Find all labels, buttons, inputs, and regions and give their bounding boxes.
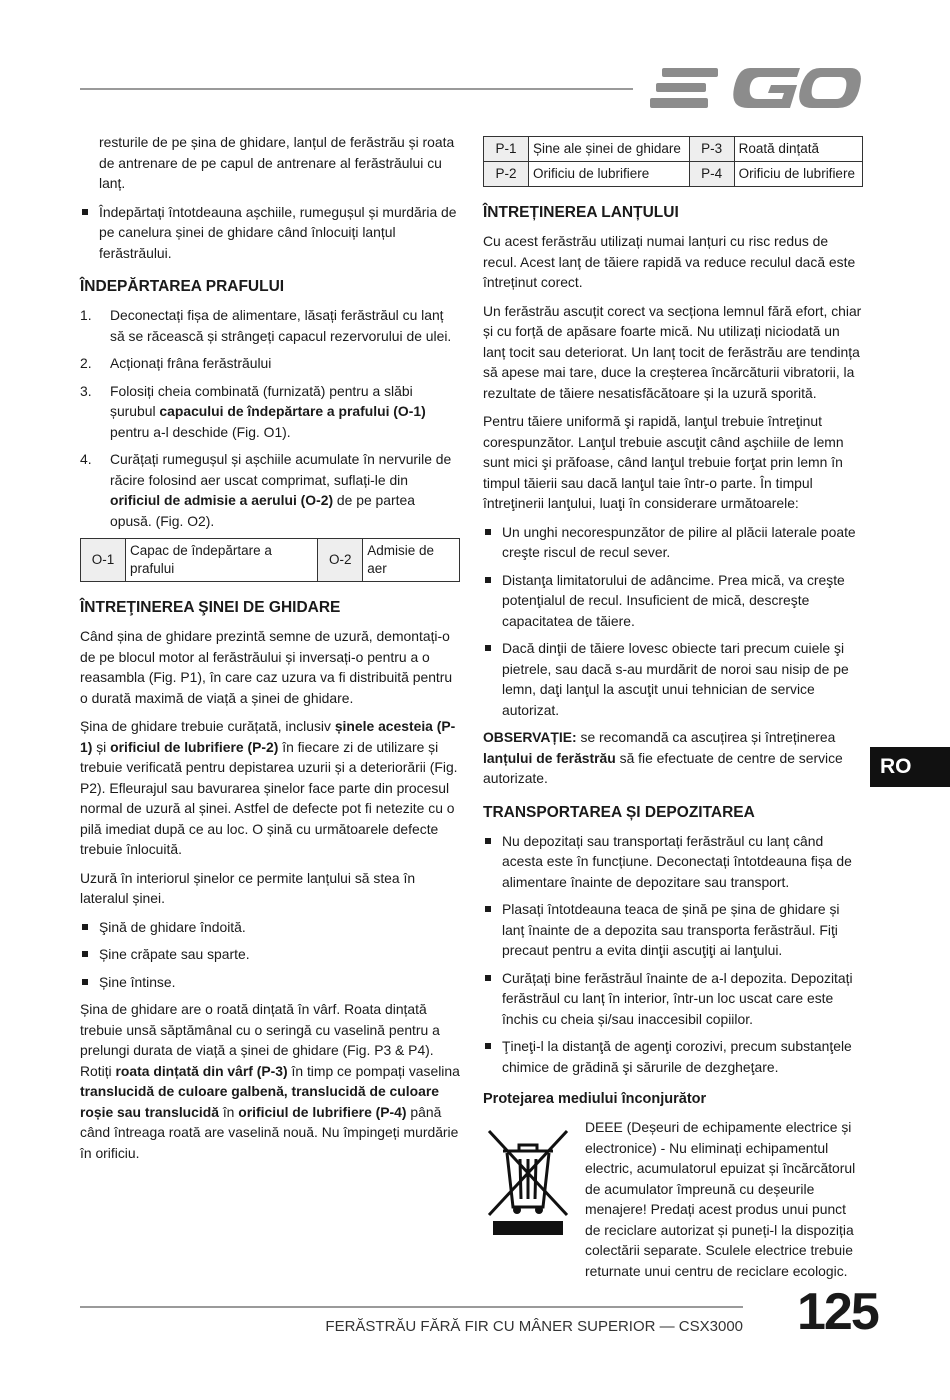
step-text: Folosiți cheia combinată (furnizată) pentru a slăbi șurubul <box>110 382 413 419</box>
language-tab: RO <box>870 747 950 787</box>
header-rule <box>80 88 633 90</box>
text-run: și <box>92 738 111 755</box>
text-run: în <box>218 1103 239 1120</box>
step-number: 3. <box>80 382 92 399</box>
paragraph: Un ferăstrău ascuțit corect va secționa lemnul fără efort, chiar și cu forță de apăsare foarte mică. Nu utilizați niciodată un lanț tocit sau deteriorat. Un lanț tocit de ferăstrău are tendința să apese mai tare, duce la creșterea încărcăturii vibratorii, la rezultate de tăiere nesatisfăcătoare și la uzură sporită. <box>483 302 862 401</box>
step-bold: orificiul de admisie a aerului (O-2) <box>110 492 334 508</box>
crossed-bin-icon <box>483 1117 577 1281</box>
table-cell: P-3 <box>689 137 734 162</box>
table-cell: Capac de îndepărtare a prafului <box>126 539 318 582</box>
bullet-item: Curățați bine ferăstrăul înainte de a-l depozita. Depozitați ferăstrăul cu lanț în interior, într-un loc uscat care este închis cu cheia și/sau inaccesibil copiilor. <box>483 968 863 1030</box>
bar-defects-list <box>80 917 460 993</box>
footer-rule <box>80 1306 743 1308</box>
paragraph: Când șina de ghidare prezintă semne de uzură, demontați-o de pe blocul motor al ferăstrăului și inversați-o pentru a o reasambla (Fig. P1), în care caz uzura va fi distribuită pentru o durată maximă de viață a șinei de ghidare. <box>80 628 453 706</box>
bullet-item: Şină de ghidare îndoită. <box>80 917 460 938</box>
heading-transport-storage: TRANSPORTAREA ȘI DEPOZITAREA <box>483 803 755 821</box>
table-row <box>484 162 863 187</box>
dust-parts-table <box>80 538 460 582</box>
weee-text: DEEE (Deșeuri de echipamente electrice și electronice) - Nu eliminați echipamentul electric, acumulatorul epuizat și încărcătorul de acumulator împreună cu deșeurile menajere! Predați acest produs unui punct de reciclare autorizat și puneți-l la dispoziția colectării separate. Sculele electrice trebuie returnate unui centru de reciclare ecologic. <box>585 1119 856 1279</box>
page-number: 125 <box>797 1283 878 1341</box>
intro-bullet-list <box>80 202 460 264</box>
bold-run: roata dințată din vârf (P-3) <box>115 1062 288 1079</box>
step-text: Deconectați fișa de alimentare, lăsați ferăstrăul cu lanț să se răcească și strângeți capacul rezervorului de ulei. <box>110 307 452 344</box>
bold-run: orificiul de lubrifiere (P-4) <box>238 1103 407 1120</box>
right-column <box>483 132 863 1281</box>
text-run: în fiecare zi de utilizare și trebuie verificată pentru depistarea uzurii și a deteriorării (Fig. P2). Efleurajul sau bavurarea șinelor face parte din procesul normal de uzură al șinei. Astfel de defecte pot fi netezite cu o pilă imediat după ce au loc. O șină cu următoarele defecte trebuie înlocuită. <box>80 738 458 857</box>
bullet-item: Un unghi necorespunzător de pilire al plăcii laterale poate creşte riscul de recul sever. <box>483 522 863 563</box>
paragraph <box>80 716 460 860</box>
step-item <box>80 381 460 443</box>
ego-logo <box>650 64 862 112</box>
bold-run: lanțului de ferăstrău <box>483 749 616 766</box>
table-cell: O-2 <box>318 539 363 582</box>
chain-considerations-list <box>483 522 863 721</box>
note-paragraph <box>483 727 863 789</box>
text-run: în timp ce pompați vaselina <box>287 1062 460 1079</box>
step-text: Acționați frâna ferăstrăului <box>110 355 272 371</box>
step-item <box>80 449 460 531</box>
bold-run: translucidă de culoare galbenă, translucidă de culoare roșie sau translucidă <box>80 1083 439 1120</box>
footer-title: FERĂSTRĂU FĂRĂ FIR CU MÂNER SUPERIOR — CSX3000 <box>325 1318 743 1335</box>
bullet-item: Plasați întotdeauna teaca de șină pe șina de ghidare și lanț înainte de a depozita sau transporta ferăstrăul. Fiţi precaut pentru a evita dinţii ascuţiţi ai lanţului. <box>483 899 863 961</box>
dust-steps <box>80 305 460 531</box>
text-run: să fie efectuate de centre de service autorizate. <box>483 749 843 786</box>
table-cell: P-2 <box>484 162 529 187</box>
paragraph: Cu acest ferăstrău utilizați numai lanțuri cu risc redus de recul. Acest lanț de tăiere rapidă va reduce reculul dacă este întreținut corect. <box>483 233 856 290</box>
bullet-item: Nu depozitați sau transportați ferăstrăul cu lanț când acesta este în funcțiune. Deconectați întotdeauna fișa de alimentare înainte de depozitare sau transport. <box>483 831 863 893</box>
paragraph: Uzură în interiorul șinelor ce permite lanțului să stea în lateralul șinei. <box>80 869 416 906</box>
guide-bar-parts-table <box>483 136 863 187</box>
step-bold: capacului de îndepărtare a prafului (O-1) <box>159 403 426 419</box>
paragraph: Pentru tăiere uniformă şi rapidă, lanţul trebuie întreţinut corespunzător. Lanţul trebuie ascuţit când aşchiile de lemn sunt mici şi prăfoase, când lanţul trebuie forţat prin lemn în timpul tăierii sau dacă lanţul taie într-o parte. În timpul întreţinerii lanţului, luaţi în considerare următoarele: <box>483 413 844 511</box>
step-number: 2. <box>80 355 92 371</box>
heading-chain-maintenance: ÎNTREȚINEREA LANȚULUI <box>483 204 679 221</box>
text-run: Șina de ghidare trebuie curățată, inclusiv <box>80 718 335 734</box>
bold-run: orificiul de lubrifiere (P-2) <box>110 738 279 755</box>
step-text: Curățați rumegușul și așchiile acumulate în nervurile de răcire folosind aer uscat comprimat, suflați-le din <box>110 451 452 488</box>
bullet-item: Șine crăpate sau sparte. <box>80 944 460 965</box>
step-item <box>80 305 460 346</box>
intro-continuation: resturile de pe șina de ghidare, lanțul de ferăstrău și roata de antrenare de pe capul de antrenare al ferăstrăului cu lanț. <box>99 134 455 191</box>
left-column <box>80 132 460 1171</box>
table-cell: O-1 <box>81 539 126 582</box>
table-cell: Roată dințată <box>734 137 862 162</box>
heading-dust-removal: ÎNDEPĂRTAREA PRAFULUI <box>80 278 285 295</box>
table-cell: Admisie de aer <box>363 539 460 582</box>
table-cell: Șine ale șinei de ghidare <box>529 137 690 162</box>
table-row <box>81 539 460 582</box>
heading-guide-bar: ÎNTREŢINEREA ŞINEI DE GHIDARE <box>80 599 341 616</box>
step-item <box>80 353 460 374</box>
bullet-item: Dacă dinţii de tăiere lovesc obiecte tari precum cuiele şi pietrele, sau dacă s-au murdărit de noroi sau nisip de pe lemn, daţi lanţul la ascuţit unui tehnician de service autorizat. <box>483 638 863 720</box>
transport-list <box>483 831 863 1078</box>
table-cell: Orificiu de lubrifiere <box>529 162 690 187</box>
table-cell: P-4 <box>689 162 734 187</box>
weee-block <box>483 1117 863 1281</box>
note-label: OBSERVAȚIE: <box>483 729 577 745</box>
text-run: până când întreaga roată are vaselină nouă. Nu împingeți murdărie în orificiu. <box>80 1103 459 1161</box>
paragraph <box>80 999 460 1163</box>
text-run: Șina de ghidare are o roată dințată în vârf. Roata dințată trebuie unsă săptămânal cu o seringă cu vaselină pentru a prelungi durata de viață a șinei de ghidare (Fig. P3 & P4). Rotiți <box>80 1001 440 1079</box>
bullet-item: Șine întinse. <box>80 972 460 993</box>
heading-environment: Protejarea mediului înconjurător <box>483 1091 707 1107</box>
bullet-item: Îndepărtați întotdeauna așchiile, rumegușul și murdăria de pe canelura șinei de ghidare când înlocuiți lanțul ferăstrăului. <box>80 202 460 264</box>
step-number: 1. <box>80 307 92 323</box>
step-text: de pe partea opusă. (Fig. O2). <box>110 492 415 529</box>
bold-run: șinele acesteia (P-1) <box>80 718 456 755</box>
bullet-item: Distanţa limitatorului de adâncime. Prea mică, va creşte potenţialul de recul. Insuficient de mică, descreşte capacitatea de tăiere. <box>483 570 863 632</box>
step-text: pentru a-l deschide (Fig. O1). <box>110 423 291 440</box>
bullet-item: Ţineţi-l la distanţă de agenţi corozivi, precum substanţele chimice de grădină şi sărurile de dezgheţare. <box>483 1036 863 1077</box>
table-row <box>484 137 863 162</box>
text-run: se recomandă ca ascuțirea și întreținerea <box>576 729 836 745</box>
table-cell: P-1 <box>484 137 529 162</box>
table-cell: Orificiu de lubrifiere <box>734 162 862 187</box>
step-number: 4. <box>80 451 92 467</box>
